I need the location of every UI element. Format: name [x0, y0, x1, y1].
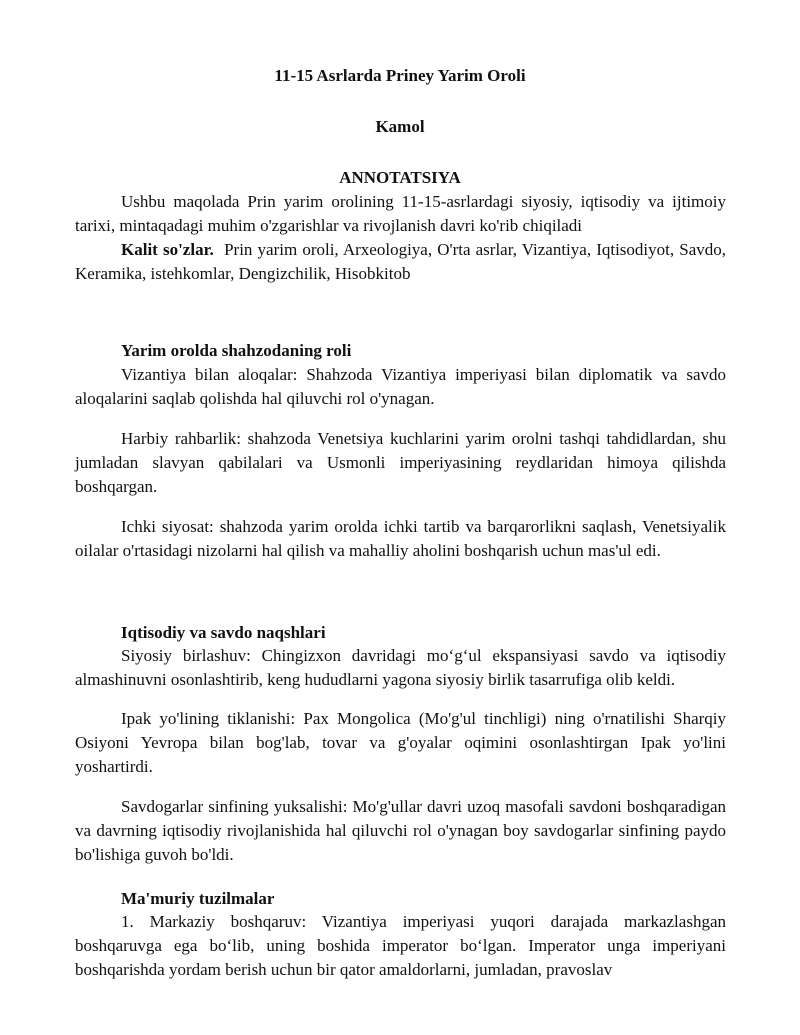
annotation-text: Ushbu maqolada Prin yarim orolining 11-15-asrlardagi siyosiy, iqtisodiy va ijtimoiy tarixi, mintaqadagi muhim o'zgarishlar va rivojlanish davri ko'rib chiqiladi [75, 192, 726, 235]
section-heading: Yarim orolda shahzodaning roli [121, 341, 352, 360]
section-paragraph: Siyosiy birlashuv: Chingizxon davridagi mo‘g‘ul ekspansiyasi savdo va iqtisodiy almashinuvni osonlashtirib, keng hududlarni yagona siyosiy birlik tasarrufiga olib keldi. [75, 646, 726, 689]
section-paragraph: Harbiy rahbarlik: shahzoda Venetsiya kuchlarini yarim orolni tashqi tahdidlardan, shu jumladan slavyan qabilalari va Usmonli imperiyasining reydlaridan himoya qilishda boshqargan. [75, 429, 726, 496]
keywords-label: Kalit so'zlar. [121, 240, 214, 259]
section-paragraph: Ipak yo'lining tiklanishi: Pax Mongolica (Mo'g'ul tinchligi) ning o'rnatilishi Sharqiy Osiyoni Yevropa bilan bog'lab, tovar va g'oyalar oqimini osonlashtirgan Ipak yo'lini yoshartirdi. [75, 709, 726, 776]
section-heading: Iqtisodiy va savdo naqshlari [121, 623, 326, 642]
section-heading: Ma'muriy tuzilmalar [121, 889, 275, 908]
annotation-heading: ANNOTATSIYA [339, 168, 461, 187]
section-paragraph: Vizantiya bilan aloqalar: Shahzoda Vizantiya imperiyasi bilan diplomatik va savdo aloqalarini saqlab qolishda hal qiluvchi rol o'ynagan. [75, 365, 726, 408]
section-paragraph: Ichki siyosat: shahzoda yarim orolda ichki tartib va barqarorlikni saqlash, Venetsiyalik oilalar o'rtasidagi nizolarni hal qilish va mahalliy aholini boshqarish uchun mas'ul edi. [75, 517, 726, 560]
keywords-paragraph [75, 238, 726, 286]
author-name: Kamol [375, 117, 425, 136]
section-paragraph: 1. Markaziy boshqaruv: Vizantiya imperiyasi yuqori darajada markazlashgan boshqaruvga ega bo‘lib, uning boshida imperator bo‘lgan. Imperator unga imperiyani boshqarishda yordam berish uchun bir qator amaldorlarni, jumladan, pravoslav [75, 912, 726, 979]
section-paragraph: Savdogarlar sinfining yuksalishi: Mo'g'ullar davri uzoq masofali savdoni boshqaradigan va davrning iqtisodiy rivojlanishida hal qiluvchi rol o'ynagan boy savdogarlar sinfining paydo bo'lishiga guvoh bo'ldi. [75, 797, 726, 864]
document-title: 11-15 Asrlarda Priney Yarim Oroli [274, 66, 526, 85]
keywords-text: Prin yarim oroli, Arxeologiya, O'rta asrlar, Vizantiya, Iqtisodiyot, Savdo, Keramika, istehkomlar, Dengizchilik, Hisobkitob [75, 240, 727, 283]
